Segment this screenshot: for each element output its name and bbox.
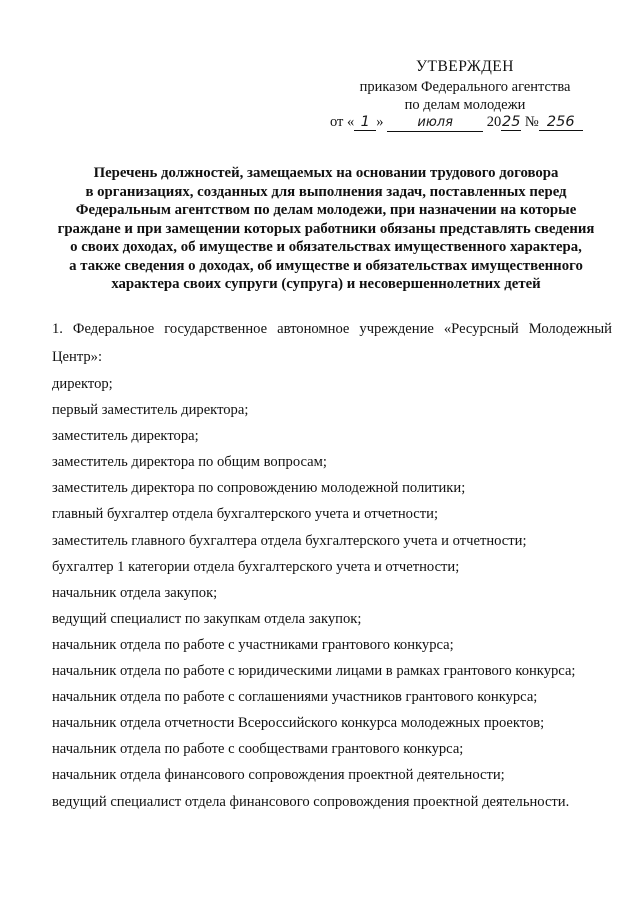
position-item: начальник отдела финансового сопровождения проектной деятельности;: [52, 767, 505, 784]
title-line: Перечень должностей, замещаемых на основании трудового договора: [93, 165, 559, 181]
title-line: Федеральным агентством по делам молодежи, при назначении на которые: [75, 202, 577, 218]
approval-line-2: по делам молодежи: [404, 97, 526, 113]
position-item: главный бухгалтер отдела бухгалтерского учета и отчетности;: [52, 506, 439, 523]
title-line: в организациях, созданных для выполнения задач, поставленных перед: [85, 183, 567, 200]
document-title: [40, 164, 612, 294]
handwritten-day: 1: [354, 114, 376, 131]
position-item: начальник отдела закупок;: [52, 584, 218, 601]
title-line: граждане и при замещении которых работники обязаны представлять сведения: [57, 220, 595, 237]
position-item: заместитель директора по общим вопросам;: [52, 454, 327, 471]
position-item: заместитель директора;: [52, 428, 199, 445]
approved-heading: УТВЕРЖДЕН: [416, 58, 514, 75]
approval-line-1: приказом Федерального агентства: [359, 79, 571, 95]
position-item: ведущий специалист по закупкам отдела закупок;: [52, 610, 362, 627]
position-item: первый заместитель директора;: [52, 402, 249, 419]
handwritten-month: июля: [387, 115, 483, 132]
positions-section: [52, 315, 612, 815]
number-label: №: [524, 114, 539, 130]
date-prefix: от «: [330, 114, 355, 130]
position-item: начальник отдела отчетности Всероссийского конкурса молодежных проектов;: [52, 715, 545, 732]
position-item: начальник отдела по работе с участниками грантового конкурса;: [52, 636, 454, 653]
position-item: директор;: [52, 376, 113, 392]
organization-name-line-2: Центр»:: [52, 349, 103, 365]
approval-block: [330, 58, 600, 114]
title-line: а также сведения о доходах, об имуществе и обязательствах имущественного: [69, 257, 583, 274]
position-item: заместитель директора по сопровождению молодежной политики;: [52, 480, 466, 497]
title-line: о своих доходах, об имуществе и обязательствах имущественного характера,: [70, 239, 582, 255]
year-prefix: 20: [486, 114, 502, 130]
handwritten-order-number: 256: [539, 114, 583, 131]
date-mid: »: [376, 114, 384, 130]
position-item: бухгалтер 1 категории отдела бухгалтерского учета и отчетности;: [52, 558, 460, 575]
position-item: заместитель главного бухгалтера отдела бухгалтерского учета и отчетности;: [52, 532, 527, 549]
handwritten-year: 25: [502, 114, 521, 130]
order-date-line: [330, 112, 610, 132]
position-item: ведущий специалист отдела финансового сопровождения проектной деятельности.: [52, 793, 570, 810]
position-item: начальник отдела по работе с юридическими лицами в рамках грантового конкурса;: [52, 663, 576, 680]
title-line: характера своих супруги (супруга) и несовершеннолетних детей: [111, 276, 541, 292]
organization-name-line-1: 1. Федеральное государственное автономное учреждение «Ресурсный Молодежный: [52, 321, 612, 337]
position-item: начальник отдела по работе с соглашениями участников грантового конкурса;: [52, 689, 538, 706]
position-item: начальник отдела по работе с сообществами грантового конкурса;: [52, 741, 464, 758]
